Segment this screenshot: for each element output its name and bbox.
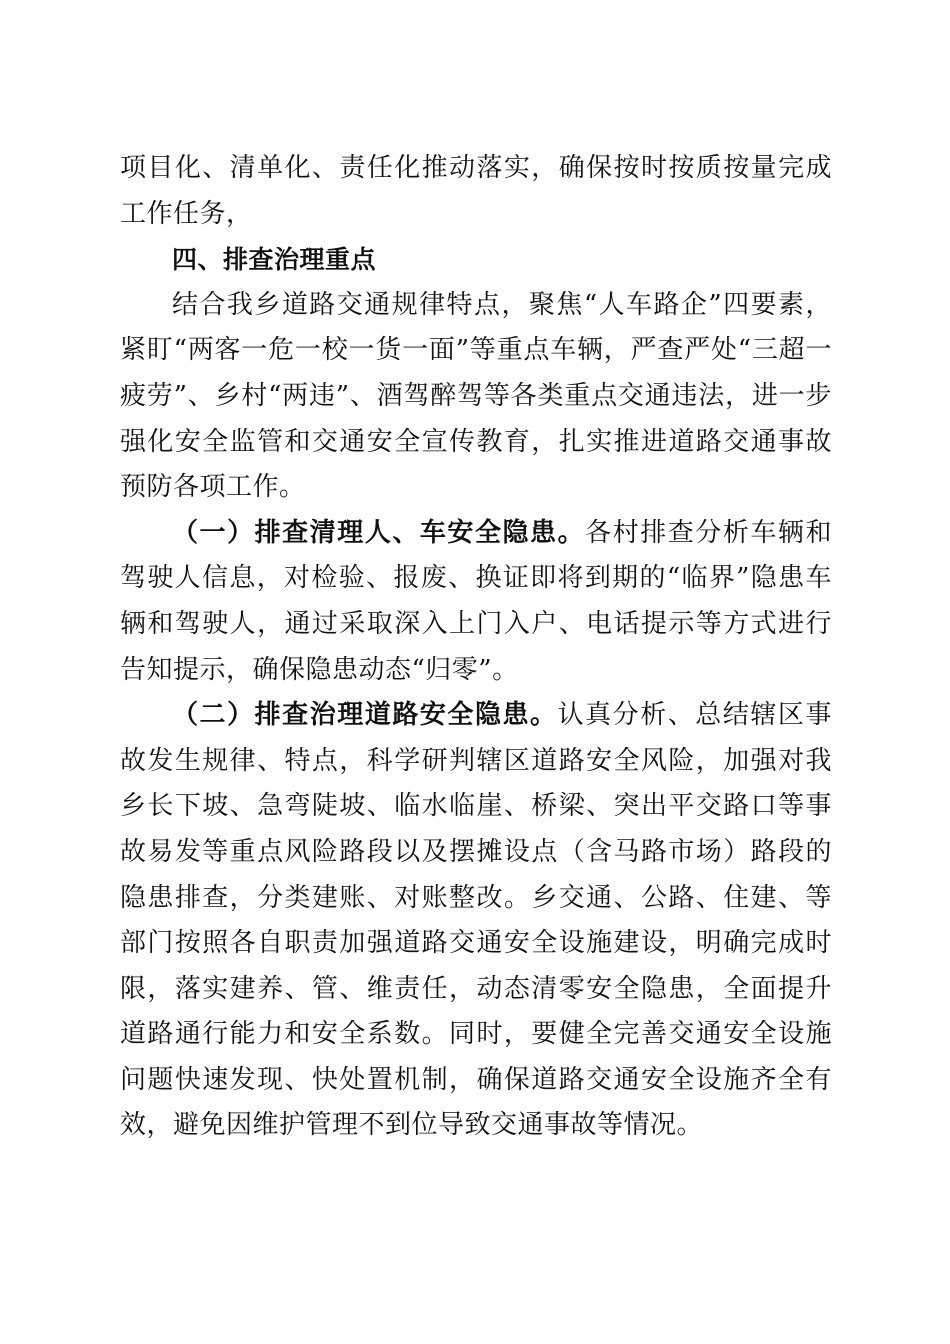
paragraph-continuation: 项目化、清单化、责任化推动落实，确保按时按质按量完成工作任务， [120, 153, 832, 229]
intro-paragraph: 结合我乡道路交通规律特点，聚焦“人车路企”四要素，紧盯“两客一危一校一货一面”等重点车辆，严查严处“三超一疲劳”、乡村“两违”、酒驾醉驾等各类重点交通违法，进一步强化安全监管和交通安全宣传教育，扎实推进道路交通事故预防各项工作。 [120, 289, 832, 503]
section-heading: 四、排查治理重点 [172, 245, 377, 275]
document-page [120, 146, 832, 1149]
item-1-body: 各村排查分析车辆和驾驶人信息，对检验、报废、换证即将到期的“临界”隐患车辆和驾驶人，通过采取深入上门入户、电话提示等方式进行告知提示，确保隐患动态“归零”。 [120, 517, 832, 685]
item-1-title: （一）排查清理人、车安全隐患。 [172, 517, 586, 548]
item-2-paragraph [120, 693, 832, 1149]
item-1-paragraph [120, 511, 832, 693]
item-2-body: 认真分析、总结辖区事故发生规律、特点，科学研判辖区道路安全风险，加强对我乡长下坡、急弯陡坡、临水临崖、桥梁、突出平交路口等事故易发等重点风险路段以及摆摊设点（含马路市场）路段的隐患排查，分类建账、对账整改。乡交通、公路、住建、等部门按照各自职责加强道路交通安全设施建设，明确完成时限，落实建养、管、维责任，动态清零安全隐患，全面提升道路通行能力和安全系数。同时，要健全完善交通安全设施问题快速发现、快处置机制，确保道路交通安全设施齐全有效，避免因维护管理不到位导致交通事故等情况。 [120, 700, 832, 1141]
item-2-title: （二）排查治理道路安全隐患。 [172, 700, 558, 731]
